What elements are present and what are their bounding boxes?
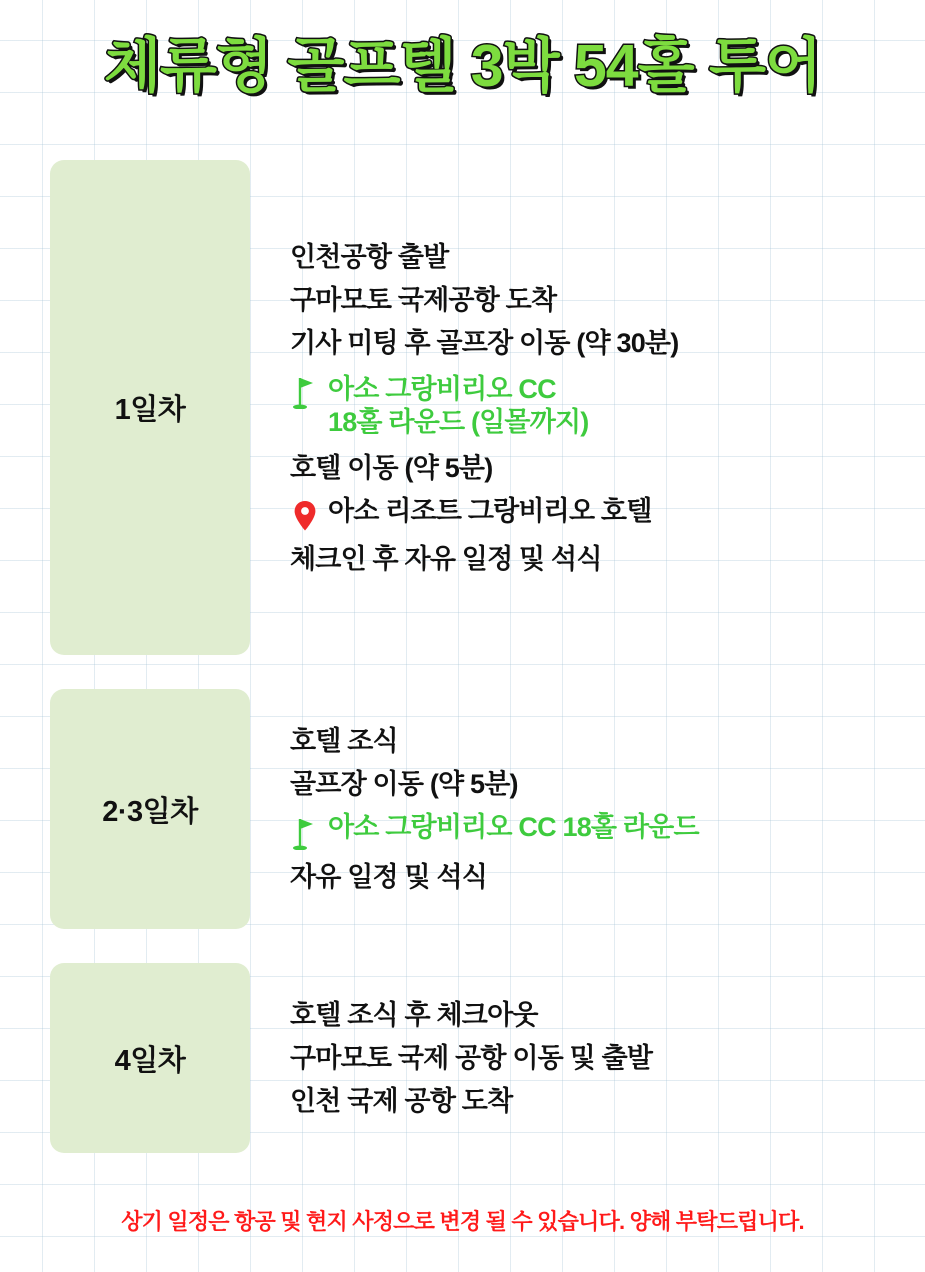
- itinerary-item: 자유 일정 및 석식: [290, 861, 488, 892]
- itinerary-day-row: [0, 963, 925, 1153]
- itinerary-item: 호텔 조식 후 체크아웃: [290, 999, 538, 1030]
- itinerary-item-label: 아소 그랑비리오 CC 18홀 라운드: [328, 811, 699, 842]
- itinerary-item-label: 아소 리조트 그랑비리오 호텔: [328, 496, 652, 526]
- day-label-box: [50, 160, 250, 655]
- itinerary-item: 기사 미팅 후 골프장 이동 (약 30분): [290, 328, 679, 358]
- day-label-box: [50, 689, 250, 929]
- itinerary-item-line: 아소 그랑비리오 CC: [328, 374, 556, 404]
- page-title: 체류형 골프텔 3박 54홀 투어: [104, 33, 821, 99]
- itinerary-item: 골프장 이동 (약 5분): [290, 768, 518, 799]
- day-item-list: [250, 689, 699, 929]
- itinerary-item-hotel: [290, 490, 678, 538]
- itinerary-item: 인천공항 출발: [290, 242, 449, 272]
- disclaimer-note: 상기 일정은 항공 및 현지 사정으로 변경 될 수 있습니다. 양해 부탁드립니다.: [121, 1209, 804, 1234]
- itinerary-item-golf: [290, 365, 678, 447]
- itinerary-day-row: [0, 689, 925, 929]
- title-container: [0, 34, 925, 99]
- itinerary-list: [0, 160, 925, 1187]
- itinerary-item: 호텔 조식: [290, 725, 398, 756]
- day-item-list: [250, 160, 678, 655]
- day-item-list: [250, 963, 652, 1153]
- itinerary-item: 호텔 이동 (약 5분): [290, 453, 493, 483]
- map-pin-icon: [290, 500, 320, 532]
- itinerary-item: 체크인 후 자유 일정 및 석식: [290, 544, 602, 574]
- golf-flag-icon: [290, 375, 320, 409]
- day-label: 4일차: [114, 1044, 186, 1077]
- day-label: 1일차: [114, 394, 186, 426]
- itinerary-item-line: 18홀 라운드 (일몰까지): [328, 407, 589, 437]
- itinerary-item: 구마모토 국제공항 도착: [290, 285, 557, 315]
- itinerary-day-row: [0, 160, 925, 655]
- day-label-box: [50, 963, 250, 1153]
- golf-flag-icon: [290, 816, 320, 850]
- itinerary-item: 구마모토 국제 공항 이동 및 출발: [290, 1042, 653, 1073]
- itinerary-item: 인천 국제 공항 도착: [290, 1085, 513, 1116]
- day-label: 2·3일차: [102, 795, 198, 828]
- itinerary-item-golf: [290, 806, 699, 856]
